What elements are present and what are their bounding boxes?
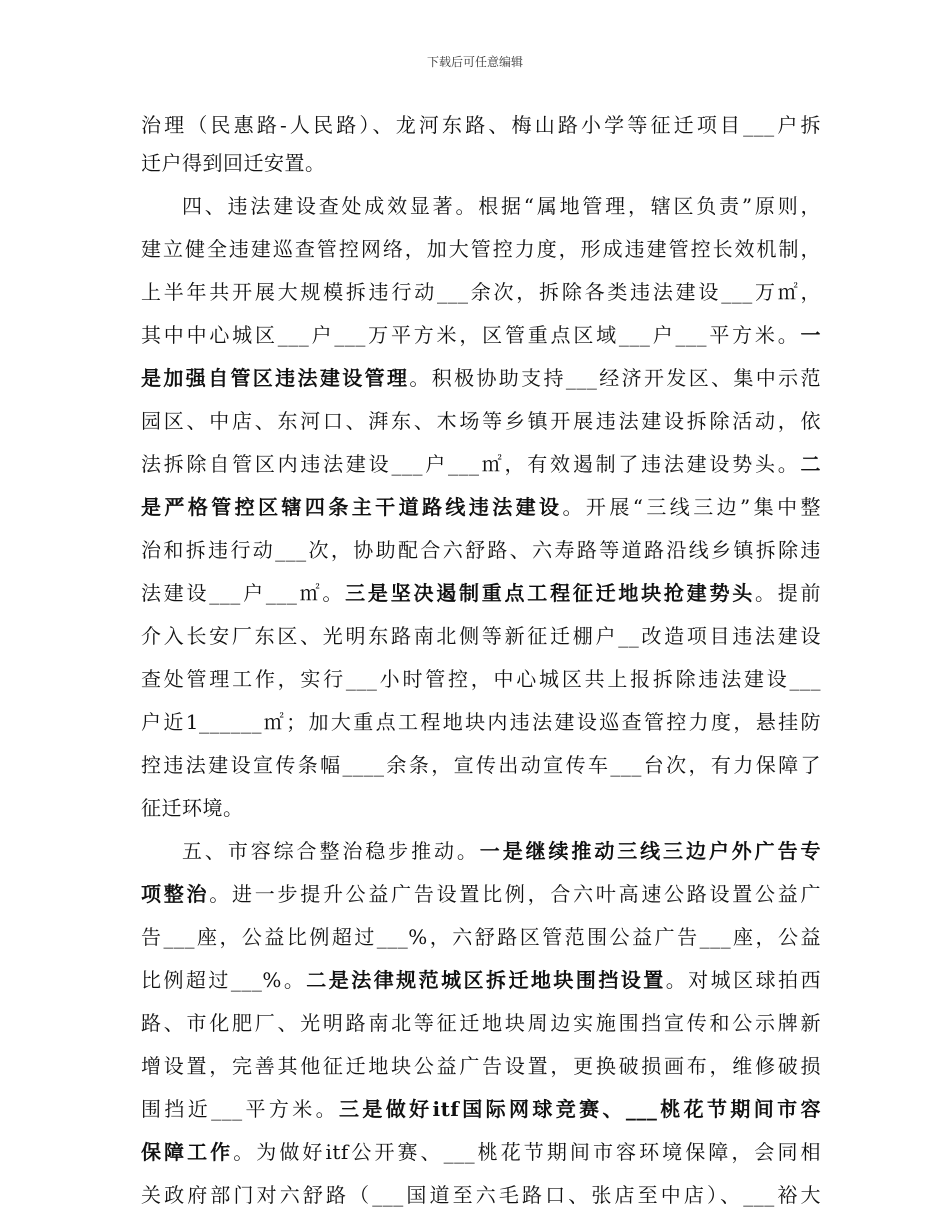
bold-text: 一 [800,323,821,347]
text-run: 法拆除自管区内违法建设___户___㎡，有效遏制了违法建设势头。 [141,452,801,476]
text-run: 围挡近___平方米。 [141,1097,339,1121]
text-run: 告___座，公益比例超过___%，六舒路区管范围公益广告___座，公益 [141,925,821,949]
text-line [141,231,821,267]
text-line [141,403,821,439]
bold-text: 二 [800,452,821,476]
bold-text: 三是做好itf国际网球竞赛、___桃花节期间市容 [338,1097,821,1121]
text-run: 介入长安厂东区、光明东路南北侧等新征迁棚户__改造项目违法建设 [141,624,821,648]
bold-text: 三是坚决遏制重点工程征迁地块抢建势头 [345,581,755,605]
bold-text: 保障工作 [141,1140,234,1164]
text-run: 迁户得到回迁安置。 [141,151,326,175]
text-line [141,876,821,912]
text-run: 。对城区球拍西 [665,968,822,992]
text-run: 。进一步提升公益广告设置比例，合六叶高速公路设置公益广 [209,882,822,906]
text-run: 。开展“三线三边”集中整 [562,495,822,519]
text-line [141,446,821,482]
text-line [141,661,821,697]
text-line [141,1091,821,1127]
text-run: 查处管理工作，实行___小时管控，中心城区共上报拆除违法建设___ [141,667,821,691]
text-line [141,145,821,181]
text-line [141,790,821,826]
text-run: 园区、中店、东河口、湃东、木场等乡镇开展违法建设拆除活动，依 [141,409,821,433]
bold-text: 一是继续推动三线三边户外广告专 [479,839,822,863]
bold-text: 项整治 [141,882,210,906]
text-run: 建立健全违建巡查管控网络，加大管控力度，形成违建管控长效机制， [141,237,821,261]
text-run: 其中中心城区___户___万平方米，区管重点区域___户___平方米。 [141,323,801,347]
page-header: 下载后可任意编辑 [426,55,523,69]
text-line [141,1005,821,1041]
text-run: 。积极协助支持___经济开发区、集中示范 [409,366,822,390]
bold-text: 是加强自管区违法建设管理 [141,366,410,390]
text-line [141,274,821,310]
text-line [141,919,821,955]
text-run: 法建设___户___㎡。 [141,581,346,605]
text-line [141,1134,821,1170]
text-line [141,532,821,568]
text-line [141,747,821,783]
text-line [141,107,821,143]
text-run: 比例超过___%。 [141,968,307,992]
text-run: 控违法建设宣传条幅____余条，宣传出动宣传车___台次，有力保障了 [141,753,821,777]
text-run: 治和拆违行动___次，协助配合六舒路、六寿路等道路沿线乡镇拆除违 [141,538,821,562]
text-line [141,618,821,654]
text-run: 四、违法建设查处成效显著。根据“属地管理，辖区负责”原则， [182,194,821,218]
text-line [141,1177,821,1213]
text-run: 上半年共开展大规模拆违行动___余次，拆除各类违法建设___万㎡， [141,280,821,304]
text-line [141,1048,821,1084]
text-line [141,489,821,525]
text-run: 五、市容综合整治稳步推动。 [182,839,480,863]
text-line [141,704,821,740]
text-line [182,188,821,224]
text-run: 。为做好itf公开赛、___桃花节期间市容环境保障，会同相 [233,1140,822,1164]
text-run: 户近1______㎡；加大重点工程地块内违法建设巡查管控力度，悬挂防 [141,710,821,734]
text-line [182,833,821,869]
text-line [141,317,821,353]
text-line [141,360,821,396]
text-run: 路、市化肥厂、光明路南北等征迁地块周边实施围挡宣传和公示牌新 [141,1011,821,1035]
text-run: 征迁环境。 [141,796,244,820]
text-line [141,962,821,998]
bold-text: 是严格管控区辖四条主干道路线违法建设 [141,495,563,519]
text-run: 增设置，完善其他征迁地块公益广告设置，更换破损画布，维修破损 [141,1054,821,1078]
text-run: 关政府部门对六舒路（___国道至六毛路口、张店至中店）、___裕大 [141,1183,821,1207]
text-run: 治理（民惠路-人民路）、龙河东路、梅山路小学等征迁项目___户拆 [141,113,821,137]
text-line [141,575,821,611]
bold-text: 二是法律规范城区拆迁地块围挡设置 [306,968,666,992]
text-run: 。提前 [754,581,822,605]
